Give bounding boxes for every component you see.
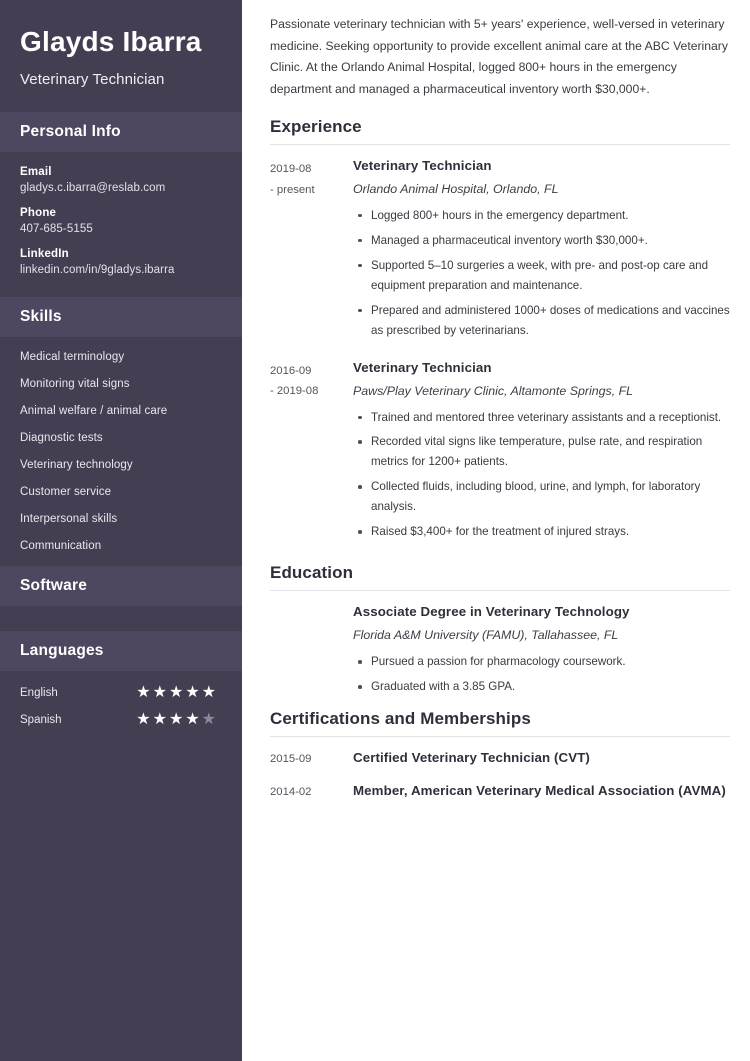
entry-bullet: Recorded vital signs like temperature, pulse rate, and respiration metrics for 1200+ patients. [369,432,730,472]
language-name: Spanish [20,714,62,727]
entry-bullet: Raised $3,400+ for the treatment of injured strays. [369,522,730,542]
certification-entries [270,750,730,798]
star-empty-icon: ★ [201,711,216,729]
contact-item [20,207,222,235]
contact-value[interactable]: gladys.c.ibarra@reslab.com [20,182,166,195]
entry-organization: Paws/Play Veterinary Clinic, Altamonte Springs, FL [353,383,634,398]
section-heading-education: Education [270,563,730,591]
entry-date [270,604,353,702]
certification-entry [270,750,730,765]
entry-bullet: Collected fluids, including blood, urine, and lymph, for laboratory analysis. [369,477,730,517]
entry-bullet: Pursued a passion for pharmacology coursework. [369,652,730,672]
star-filled-icon: ★ [185,711,200,729]
language-item [20,685,222,712]
star-filled-icon: ★ [168,711,184,729]
candidate-role: Veterinary Technician [20,71,165,89]
contact-label: LinkedIn [20,248,69,261]
skill-item: Customer service [20,486,112,499]
section-education [270,563,730,702]
entry-title: Veterinary Technician [353,359,492,375]
candidate-name: Glayds Ibarra [20,26,202,57]
entry-title: Veterinary Technician [353,157,492,173]
skill-item: Monitoring vital signs [20,378,130,391]
entry-body [353,604,730,702]
contact-label: Phone [20,207,57,220]
entry-organization: Orlando Animal Hospital, Orlando, FL [353,181,559,196]
entry-bullet-list [353,206,730,341]
entry-body [353,158,730,346]
entry-date: 2016-09 - 2019-08 [270,364,319,398]
star-filled-icon: ★ [185,684,200,702]
entry-organization: Florida A&M University (FAMU), Tallahassee, FL [353,628,619,643]
education-entries [270,604,730,702]
professional-summary: Passionate veterinary technician with 5+ years' experience, well-versed in veterinary medicine. Seeking opportunity to provide excellent animal care at the ABC Veterinary Clinic. At the Orlando Animal Hospital, logged 800+ hours in the emergency department and managed a pharmaceutical inventory worth $30,000+. [270,17,728,97]
star-filled-icon: ★ [152,684,167,702]
certification-date: 2014-02 [270,786,312,798]
education-entry [270,604,730,702]
skill-item: Medical terminology [20,351,125,364]
entry-bullet: Graduated with a 3.85 GPA. [369,677,730,697]
contact-value[interactable]: 407-685-5155 [20,223,93,236]
spacer [270,554,730,561]
sidebar-section-title-skills: Skills [0,297,242,337]
language-rating [136,712,216,728]
star-filled-icon: ★ [136,684,151,702]
software-list [0,606,242,631]
star-filled-icon: ★ [168,684,184,702]
language-rating [136,685,216,701]
main-content [242,0,750,1061]
section-experience [270,117,730,561]
sidebar-section-title-personal-info: Personal Info [0,112,242,152]
experience-entry [270,158,730,346]
skills-list [0,337,242,566]
experience-entry [270,360,730,548]
languages-list [0,671,242,747]
certification-entry [270,783,730,798]
experience-entries [270,158,730,561]
section-heading-experience: Experience [270,117,730,145]
skill-item: Communication [20,540,102,553]
star-filled-icon: ★ [152,711,167,729]
star-filled-icon: ★ [201,684,216,702]
skill-item: Diagnostic tests [20,432,103,445]
section-heading-certifications: Certifications and Memberships [270,709,730,737]
sidebar [0,0,242,1061]
entry-body [353,360,730,548]
certification-name: Member, American Veterinary Medical Association (AVMA) [353,783,726,798]
entry-bullet: Supported 5–10 surgeries a week, with pre- and post-op care and equipment preparation and maintenance. [369,256,730,296]
contact-label: Email [20,166,52,179]
personal-info-list [0,152,242,297]
sidebar-section-title-software: Software [0,566,242,606]
entry-bullet-list [353,652,730,697]
language-name: English [20,687,58,700]
section-certifications [270,709,730,798]
skill-item: Veterinary technology [20,459,133,472]
entry-date: 2019-08 - present [270,162,315,196]
entry-bullet: Prepared and administered 1000+ doses of medications and vaccines as prescribed by veterinarians. [369,301,730,341]
contact-item [20,166,222,194]
sidebar-header [0,0,242,112]
language-item [20,712,222,739]
sidebar-section-title-languages: Languages [0,631,242,671]
certification-name: Certified Veterinary Technician (CVT) [353,750,590,765]
certification-date: 2015-09 [270,753,312,765]
skill-item: Interpersonal skills [20,513,118,526]
entry-title: Associate Degree in Veterinary Technology [353,604,630,620]
contact-value[interactable]: linkedin.com/in/9gladys.ibarra [20,264,175,277]
entry-bullet-list [353,408,730,543]
contact-item [20,248,222,276]
entry-bullet: Logged 800+ hours in the emergency department. [369,206,730,226]
entry-bullet: Managed a pharmaceutical inventory worth $30,000+. [369,231,730,251]
entry-bullet: Trained and mentored three veterinary assistants and a receptionist. [369,408,730,428]
skill-item: Animal welfare / animal care [20,405,168,418]
star-filled-icon: ★ [136,711,151,729]
spacer [270,353,730,360]
